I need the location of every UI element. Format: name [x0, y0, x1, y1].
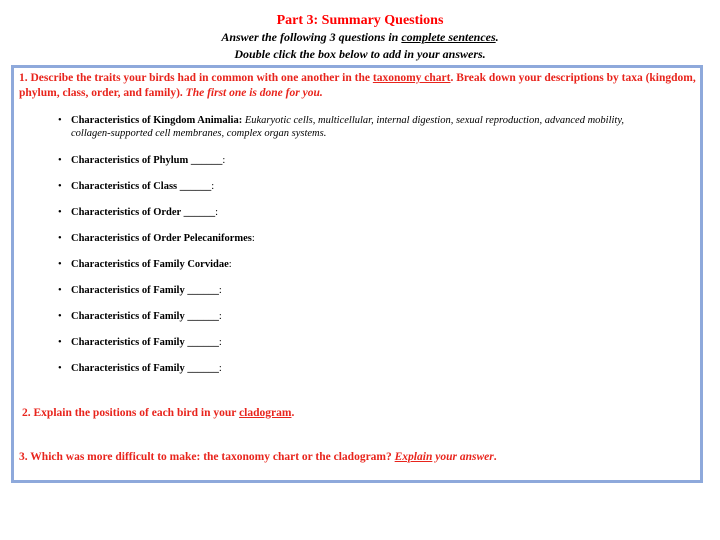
item-desc: : — [251, 233, 255, 244]
list-item — [14, 336, 664, 349]
item-desc: : — [218, 285, 222, 296]
bullet-icon: • — [58, 155, 62, 166]
question-3-text: 3. Which was more difficult to make: the taxonomy chart or the cladogram? — [19, 451, 395, 463]
bullet-icon: • — [58, 363, 62, 374]
taxonomy-chart-link: taxonomy chart — [372, 72, 451, 84]
bullet-icon: • — [58, 285, 62, 296]
list-item — [14, 114, 664, 140]
item-label: Characteristics of Family ______ — [71, 311, 219, 322]
bullet-icon: • — [58, 233, 62, 244]
explain-link: Explain — [394, 451, 433, 463]
bullet-icon: • — [58, 337, 62, 348]
page-title: Part 3: Summary Questions — [276, 13, 444, 28]
item-label: Characteristics of Phylum ______ — [71, 155, 223, 166]
question-1-text-2: . Break down your descriptions by taxa (kingdom, phylum, class, order, and family). — [19, 72, 696, 99]
item-desc: Eukaryotic cells, multicellular, internal digestion, sexual reproduction, advanced mobility, collagen-supported cell membranes, complex organ systems. — [71, 115, 625, 139]
bullet-icon: • — [58, 311, 62, 322]
item-desc: : — [218, 363, 222, 374]
question-1-text: 1. Describe the traits your birds had in common with one another in the — [19, 72, 373, 84]
item-label: Characteristics of Order Pelecaniformes — [71, 233, 252, 244]
question-2-text: 2. Explain the positions of each bird in your — [22, 407, 240, 419]
item-desc: : — [218, 337, 222, 348]
question-1-note: The first one is done for you. — [185, 87, 323, 99]
question-2 — [22, 406, 294, 421]
list-item — [14, 310, 664, 323]
item-desc: : — [215, 207, 219, 218]
list-item — [14, 362, 664, 375]
item-label: Characteristics of Class ______ — [71, 181, 212, 192]
item-label: Characteristics of Family Corvidae — [71, 259, 229, 270]
page-header — [0, 12, 720, 63]
bullet-icon: • — [58, 115, 62, 126]
instructions-line-1 — [0, 29, 720, 46]
answer-box[interactable] — [11, 65, 703, 483]
list-item — [14, 154, 664, 167]
complete-sentences-emphasis: complete sentences — [401, 30, 496, 44]
item-desc: : — [228, 259, 232, 270]
instructions-line-2: Double click the box below to add in your answers. — [234, 47, 486, 61]
list-item — [14, 180, 664, 193]
instructions-period: . — [495, 30, 499, 44]
item-desc: : — [218, 311, 222, 322]
cladogram-link: cladogram — [239, 407, 292, 419]
item-label: Characteristics of Family ______ — [71, 363, 219, 374]
instructions-text: Answer the following 3 questions in — [221, 30, 402, 44]
question-3-text-2: your answer — [432, 451, 494, 463]
question-3 — [19, 450, 497, 465]
item-label: Characteristics of Family ______ — [71, 337, 219, 348]
list-item — [14, 232, 664, 245]
list-item — [14, 284, 664, 297]
question-2-period: . — [291, 407, 295, 419]
bullet-icon: • — [58, 207, 62, 218]
item-label: Characteristics of Family ______ — [71, 285, 219, 296]
bullet-icon: • — [58, 181, 62, 192]
item-label: Characteristics of Order ______ — [71, 207, 216, 218]
question-3-period: . — [493, 451, 497, 463]
item-desc: : — [222, 155, 226, 166]
list-item — [14, 206, 664, 219]
list-item — [14, 258, 664, 271]
question-1 — [19, 71, 699, 101]
item-desc: : — [211, 181, 215, 192]
item-label: Characteristics of Kingdom Animalia: — [71, 115, 243, 126]
bullet-icon: • — [58, 259, 62, 270]
